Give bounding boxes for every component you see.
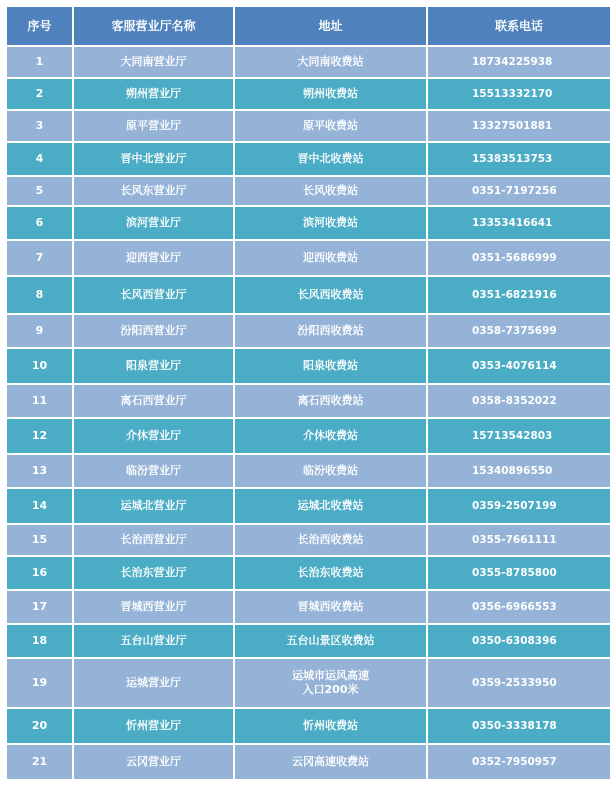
cell-name: 忻州营业厅 xyxy=(74,709,233,743)
cell-address: 晋中北收费站 xyxy=(235,143,426,175)
cell-name: 运城北营业厅 xyxy=(74,489,233,523)
cell-address: 运城市运风高速 入口200米 xyxy=(235,659,426,707)
cell-phone: 13353416641 xyxy=(428,207,610,239)
cell-address: 汾阳西收费站 xyxy=(235,315,426,347)
cell-seq: 12 xyxy=(7,419,72,453)
table-row xyxy=(7,557,610,589)
cell-phone: 0356-6966553 xyxy=(428,591,610,623)
cell-name: 长风东营业厅 xyxy=(74,177,233,205)
cell-phone: 0358-8352022 xyxy=(428,385,610,417)
cell-seq: 17 xyxy=(7,591,72,623)
cell-name: 晋中北营业厅 xyxy=(74,143,233,175)
table-row xyxy=(7,349,610,383)
table-body xyxy=(7,47,610,779)
header-phone: 联系电话 xyxy=(428,7,610,45)
cell-name: 长治东营业厅 xyxy=(74,557,233,589)
table-row xyxy=(7,277,610,313)
cell-phone: 15713542803 xyxy=(428,419,610,453)
cell-address: 离石西收费站 xyxy=(235,385,426,417)
cell-seq: 21 xyxy=(7,745,72,779)
service-hall-table-container xyxy=(5,5,608,781)
table-row xyxy=(7,489,610,523)
cell-address: 迎西收费站 xyxy=(235,241,426,275)
cell-phone: 0358-7375699 xyxy=(428,315,610,347)
header-address: 地址 xyxy=(235,7,426,45)
cell-seq: 19 xyxy=(7,659,72,707)
cell-address: 五台山景区收费站 xyxy=(235,625,426,657)
cell-seq: 13 xyxy=(7,455,72,487)
cell-address: 忻州收费站 xyxy=(235,709,426,743)
cell-phone: 15513332170 xyxy=(428,79,610,109)
cell-name: 云冈营业厅 xyxy=(74,745,233,779)
cell-name: 运城营业厅 xyxy=(74,659,233,707)
cell-seq: 8 xyxy=(7,277,72,313)
cell-name: 五台山营业厅 xyxy=(74,625,233,657)
cell-name: 介休营业厅 xyxy=(74,419,233,453)
cell-seq: 20 xyxy=(7,709,72,743)
service-hall-table xyxy=(5,5,612,781)
cell-name: 阳泉营业厅 xyxy=(74,349,233,383)
cell-phone: 0352-7950957 xyxy=(428,745,610,779)
cell-seq: 7 xyxy=(7,241,72,275)
cell-name: 迎西营业厅 xyxy=(74,241,233,275)
cell-phone: 0350-3338178 xyxy=(428,709,610,743)
cell-name: 长治西营业厅 xyxy=(74,525,233,555)
header-seq: 序号 xyxy=(7,7,72,45)
cell-seq: 14 xyxy=(7,489,72,523)
table-row xyxy=(7,455,610,487)
cell-address: 长风西收费站 xyxy=(235,277,426,313)
cell-address: 阳泉收费站 xyxy=(235,349,426,383)
cell-name: 长风西营业厅 xyxy=(74,277,233,313)
cell-name: 朔州营业厅 xyxy=(74,79,233,109)
cell-seq: 5 xyxy=(7,177,72,205)
cell-phone: 0359-2533950 xyxy=(428,659,610,707)
cell-name: 滨河营业厅 xyxy=(74,207,233,239)
table-row xyxy=(7,625,610,657)
cell-phone: 0351-7197256 xyxy=(428,177,610,205)
cell-phone: 13327501881 xyxy=(428,111,610,141)
cell-name: 离石西营业厅 xyxy=(74,385,233,417)
cell-phone: 0351-5686999 xyxy=(428,241,610,275)
cell-seq: 3 xyxy=(7,111,72,141)
cell-name: 汾阳西营业厅 xyxy=(74,315,233,347)
cell-name: 原平营业厅 xyxy=(74,111,233,141)
cell-seq: 1 xyxy=(7,47,72,77)
cell-address: 运城北收费站 xyxy=(235,489,426,523)
cell-address: 晋城西收费站 xyxy=(235,591,426,623)
cell-seq: 2 xyxy=(7,79,72,109)
cell-address: 朔州收费站 xyxy=(235,79,426,109)
cell-seq: 11 xyxy=(7,385,72,417)
cell-phone: 15383513753 xyxy=(428,143,610,175)
cell-address: 大同南收费站 xyxy=(235,47,426,77)
table-row xyxy=(7,525,610,555)
table-row xyxy=(7,207,610,239)
cell-seq: 16 xyxy=(7,557,72,589)
cell-address: 长风收费站 xyxy=(235,177,426,205)
cell-seq: 15 xyxy=(7,525,72,555)
cell-phone: 18734225938 xyxy=(428,47,610,77)
table-row xyxy=(7,143,610,175)
table-row xyxy=(7,745,610,779)
cell-address: 临汾收费站 xyxy=(235,455,426,487)
cell-seq: 4 xyxy=(7,143,72,175)
cell-seq: 9 xyxy=(7,315,72,347)
cell-seq: 10 xyxy=(7,349,72,383)
cell-name: 大同南营业厅 xyxy=(74,47,233,77)
cell-address: 介休收费站 xyxy=(235,419,426,453)
table-row xyxy=(7,47,610,77)
cell-phone: 0359-2507199 xyxy=(428,489,610,523)
table-header xyxy=(7,7,610,45)
table-row xyxy=(7,419,610,453)
cell-address: 滨河收费站 xyxy=(235,207,426,239)
table-row xyxy=(7,659,610,707)
header-name: 客服营业厅名称 xyxy=(74,7,233,45)
cell-address: 原平收费站 xyxy=(235,111,426,141)
cell-address: 长治东收费站 xyxy=(235,557,426,589)
cell-seq: 6 xyxy=(7,207,72,239)
cell-address: 云冈高速收费站 xyxy=(235,745,426,779)
cell-phone: 15340896550 xyxy=(428,455,610,487)
table-row xyxy=(7,111,610,141)
table-row xyxy=(7,79,610,109)
cell-phone: 0355-7661111 xyxy=(428,525,610,555)
table-row xyxy=(7,709,610,743)
cell-phone: 0351-6821916 xyxy=(428,277,610,313)
cell-phone: 0353-4076114 xyxy=(428,349,610,383)
table-row xyxy=(7,315,610,347)
table-row xyxy=(7,591,610,623)
cell-name: 晋城西营业厅 xyxy=(74,591,233,623)
cell-phone: 0355-8785800 xyxy=(428,557,610,589)
cell-name: 临汾营业厅 xyxy=(74,455,233,487)
table-row xyxy=(7,241,610,275)
cell-address: 长治西收费站 xyxy=(235,525,426,555)
table-row xyxy=(7,177,610,205)
table-row xyxy=(7,385,610,417)
cell-phone: 0350-6308396 xyxy=(428,625,610,657)
cell-seq: 18 xyxy=(7,625,72,657)
header-row xyxy=(7,7,610,45)
